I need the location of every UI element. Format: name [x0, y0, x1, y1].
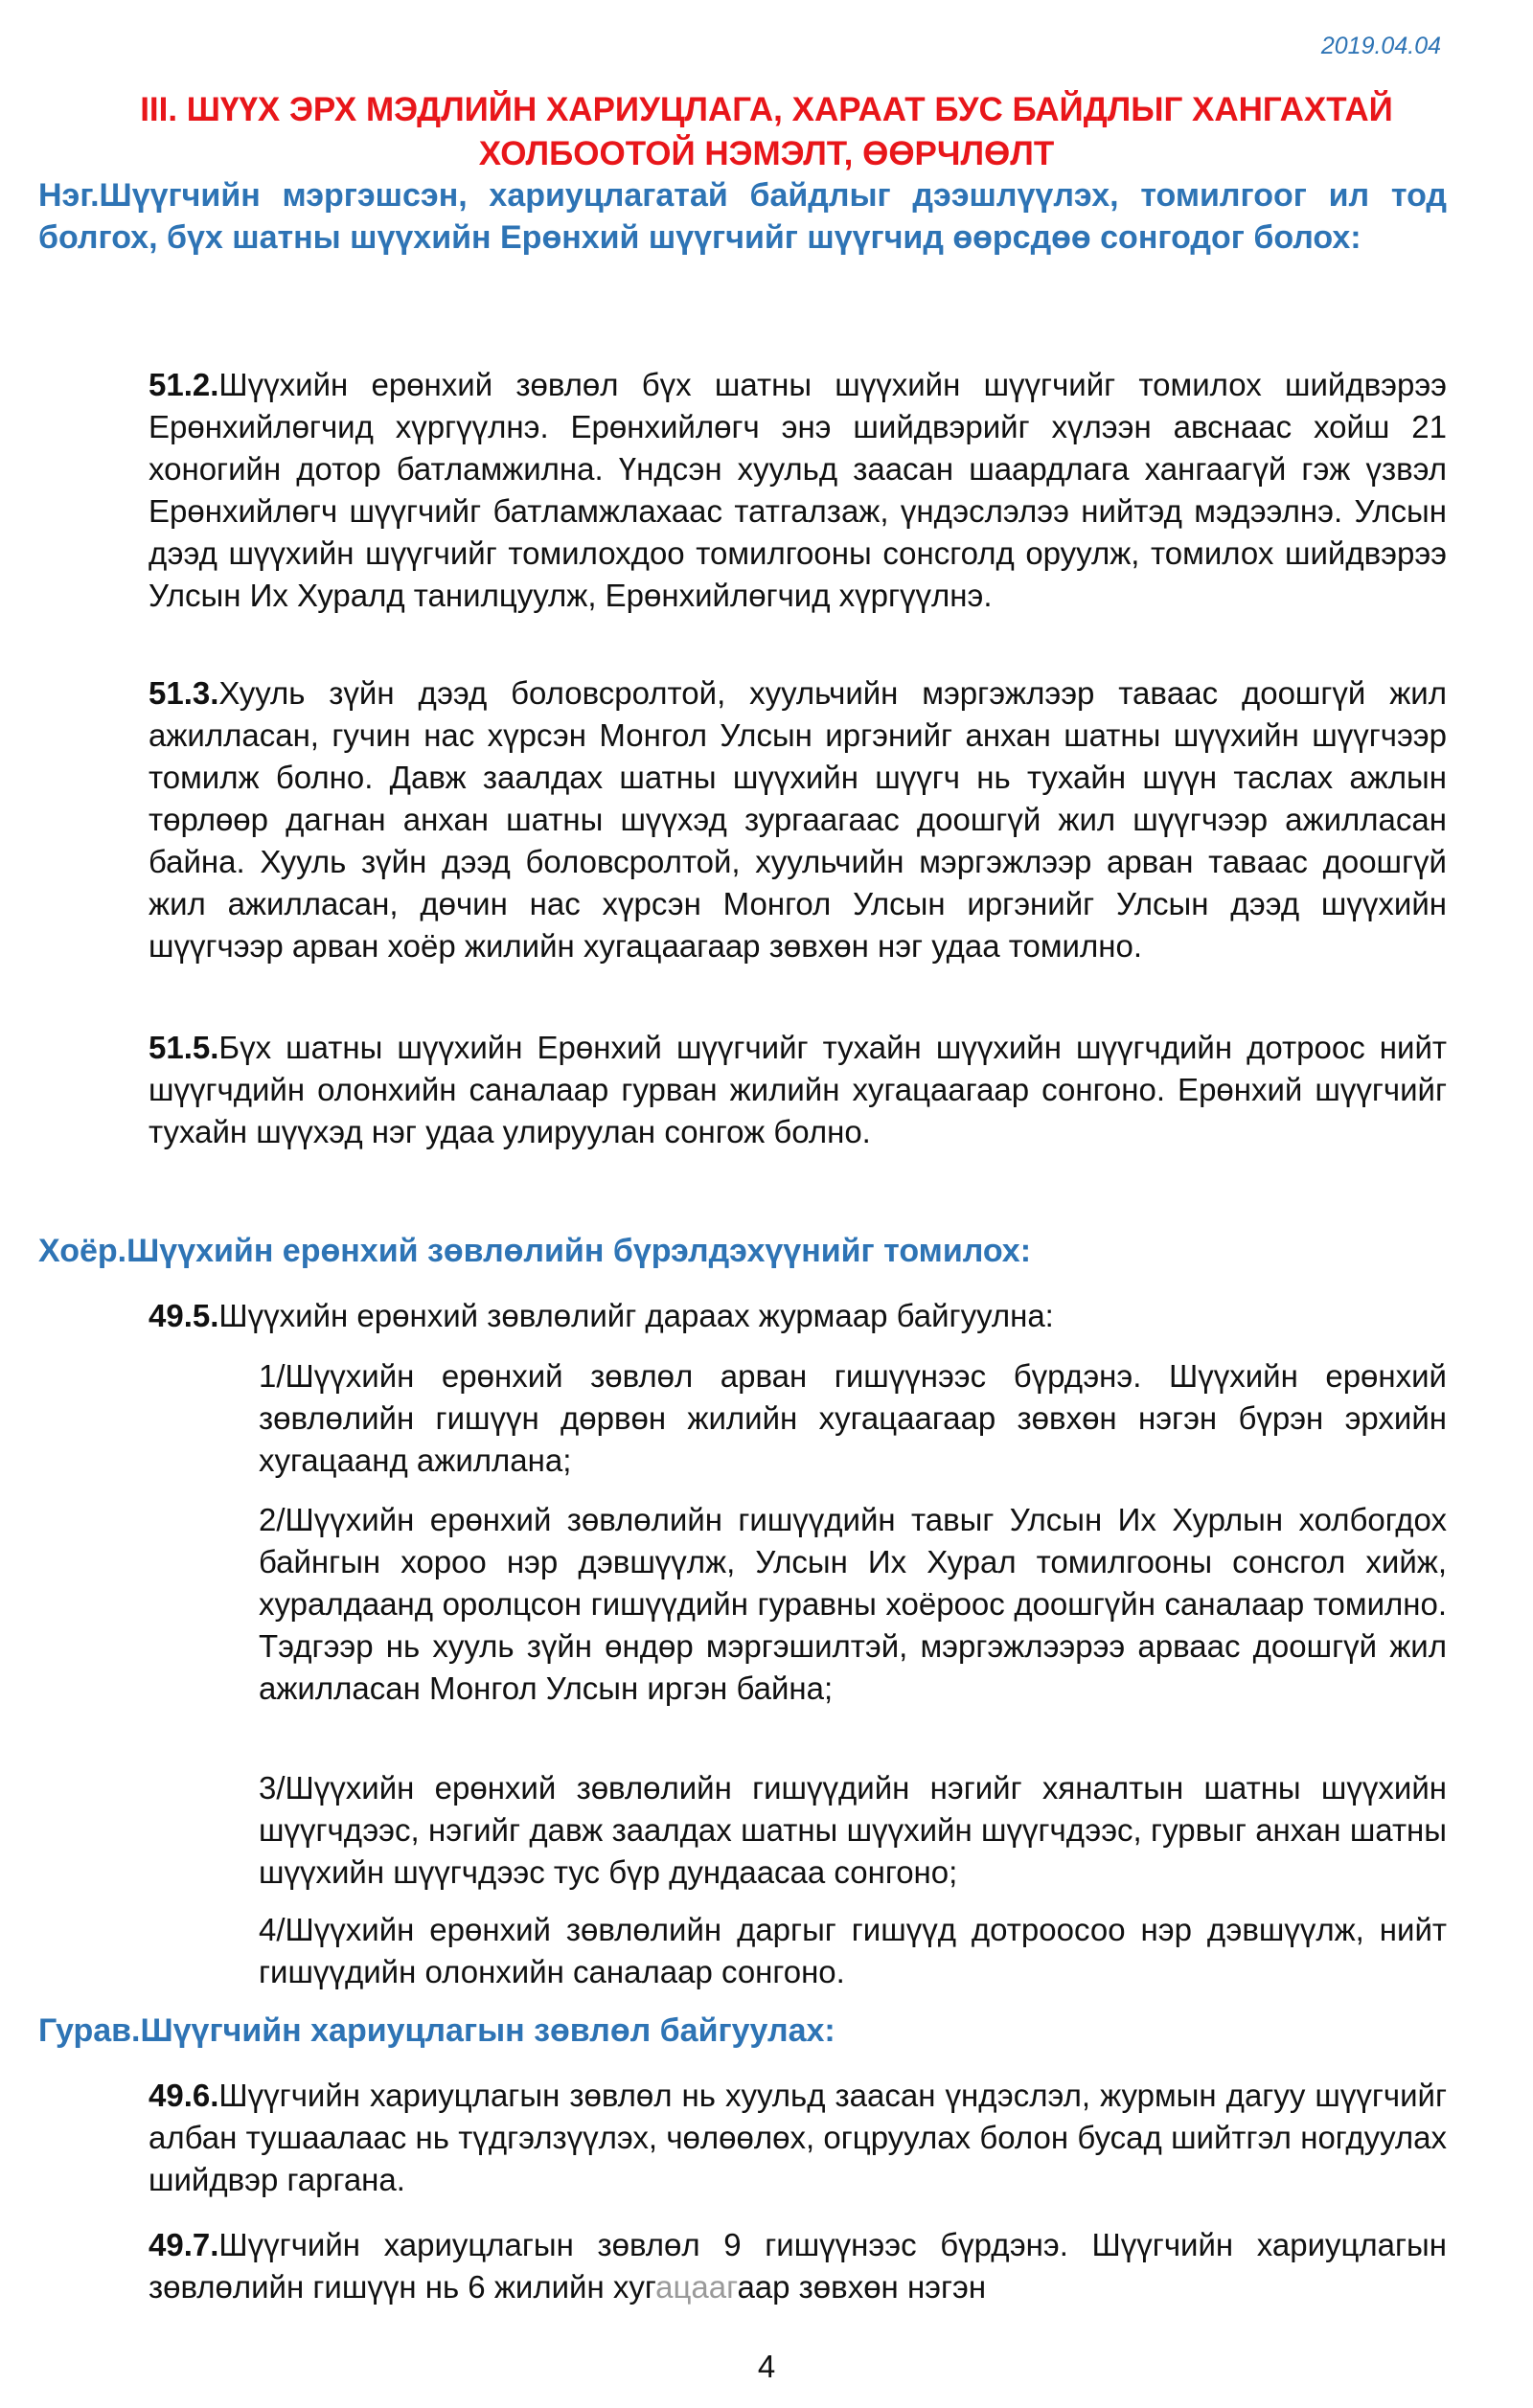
page-number: 4: [757, 2349, 776, 2384]
article-text-end: аар зөвхөн нэгэн: [737, 2269, 987, 2305]
article-number: 51.2.: [149, 367, 219, 402]
article-49-5: [149, 1295, 1447, 1337]
article-51-2: [149, 364, 1447, 617]
article-number: 51.3.: [149, 675, 219, 711]
section-title: [38, 88, 1495, 176]
article-51-3: [149, 672, 1447, 967]
article-text: Шүүхийн ерөнхий зөвлөл бүх шатны шүүхийн шүүгчийг томилох шийдвэрээ Ерөнхийлөгчид хүргүүлнэ. Ерөнхийлөгч энэ шийдвэрийг хүлээн авснаас хойш 21 хоногийн дотор батламжилна. Үндсэн хуульд заасан шаардлага хангаагүй гэж үзвэл Ерөнхийлөгч шүүгчийг батламжлахаас татгалзаж, үндэслэлээ нийтэд мэдээлнэ. Улсын дээд шүүхийн шүүгчийг томилохдоо томилгооны сонсголд оруулж, томилох шийдвэрээ Улсын Их Хуралд танилцуулж, Ерөнхийлөгчид хүргүүлнэ.: [149, 367, 1447, 613]
section-title-line-2: ХОЛБООТОЙ НЭМЭЛТ, ӨӨРЧЛӨЛТ: [478, 135, 1055, 172]
document-date: 2019.04.04: [1320, 33, 1441, 59]
article-text: Шүүхийн ерөнхий зөвлөлийг дараах журмаар байгуулна:: [218, 1298, 1054, 1333]
article-text: Бүх шатны шүүхийн Ерөнхий шүүгчийг тухайн шүүхийн шүүгчдийн дотроос нийт шүүгчдийн олонхийн саналаар гурван жилийн хугацаагаар сонгоно. Ерөнхий шүүгчийг тухайн шүүхэд нэг удаа улируулан сонгож болно.: [149, 1030, 1447, 1149]
article-49-6: [149, 2075, 1447, 2201]
heading-section-3: Гурав.Шүүгчийн хариуцлагын зөвлөл байгуулах:: [38, 2012, 835, 2049]
list-item-2: 2/Шүүхийн ерөнхий зөвлөлийн гишүүдийн тавыг Улсын Их Хурлын холбогдох байнгын хороо нэр дэвшүүлж, Улсын Их Хурал томилгооны сонсгол хийж, хуралдаанд оролцсон гишүүдийн гуравны хоёроос доошгүйн саналаар томилно. Тэдгээр нь хууль зүйн өндөр мэргэшилтэй, мэргэжлээрээ арваас доошгүй жил ажилласан Монгол Улсын иргэн байна;: [259, 1502, 1447, 1706]
heading-section-2: Хоёр.Шүүхийн ерөнхий зөвлөлийн бүрэлдэхүүнийг томилох:: [38, 1233, 1032, 1269]
article-number: 49.5.: [149, 1298, 219, 1333]
heading-section-1: Нэг.Шүүгчийн мэргэшсэн, хариуцлагатай байдлыг дээшлүүлэх, томилгоог ил тод болгох, бүх шатны шүүхийн Ерөнхий шүүгчийг шүүгчид өөрсдөө сонгодог болох:: [38, 177, 1447, 256]
article-text-faded: ацааг: [655, 2269, 738, 2305]
list-item-4: 4/Шүүхийн ерөнхий зөвлөлийн даргыг гишүүд дотроосоо нэр дэвшүүлж, нийт гишүүдийн олонхийн саналаар сонгоно.: [259, 1912, 1447, 1989]
article-text: Шүүгчийн хариуцлагын зөвлөл нь хуульд заасан үндэслэл, журмын дагуу шүүгчийг албан тушаалаас нь түдгэлзүүлэх, чөлөөлөх, огцруулах болон бусад шийтгэл ногдуулах шийдвэр гаргана.: [149, 2078, 1447, 2197]
article-number: 49.7.: [149, 2227, 219, 2262]
article-49-7: [149, 2224, 1447, 2308]
list-item-1: 1/Шүүхийн ерөнхий зөвлөл арван гишүүнээс бүрдэнэ. Шүүхийн ерөнхий зөвлөлийн гишүүн дөрвөн жилийн хугацаагаар зөвхөн нэгэн бүрэн эрхийн хугацаанд ажиллана;: [259, 1358, 1447, 1478]
article-51-5: [149, 1027, 1447, 1153]
list-item-3: 3/Шүүхийн ерөнхий зөвлөлийн гишүүдийн нэгийг хяналтын шатны шүүхийн шүүгчдээс, нэгийг давж заалдах шатны шүүхийн шүүгчдээс, гурвыг анхан шатны шүүхийн шүүгчдээс тус бүр дундаасаа сонгоно;: [259, 1770, 1447, 1890]
article-number: 51.5.: [149, 1030, 219, 1065]
article-text: Хууль зүйн дээд боловсролтой, хуульчийн мэргэжлээр тавaас доошгүй жил ажилласан, гучин нас хүрсэн Монгол Улсын иргэнийг анхан шатны шүүхийн шүүгчээр томилж болно. Давж заалдах шатны шүүхийн шүүгч нь тухайн шүүн таслах ажлын төрлөөр дагнан анхан шатны шүүхэд зургаагаас доошгүй жил шүүгчээр ажилласан байна. Хууль зүйн дээд боловсролтой, хуульчийн мэргэжлээр арван тавaас доошгүй жил ажилласан, дөчин нас хүрсэн Монгол Улсын иргэнийг Улсын дээд шүүхийн шүүгчээр арван хоёр жилийн хугацаагаар зөвхөн нэг удаа томилно.: [149, 675, 1447, 964]
section-title-line-1: III. ШҮҮХ ЭРХ МЭДЛИЙН ХАРИУЦЛАГА, ХАРААТ БУС БАЙДЛЫГ ХАНГАХТАЙ: [140, 91, 1393, 128]
article-number: 49.6.: [149, 2078, 219, 2113]
article-text: Шүүгчийн хариуцлагын зөвлөл 9 гишүүнээс бүрдэнэ. Шүүгчийн хариуцлагын зөвлөлийн гишүүн нь 6 жилийн хуг: [149, 2227, 1447, 2305]
